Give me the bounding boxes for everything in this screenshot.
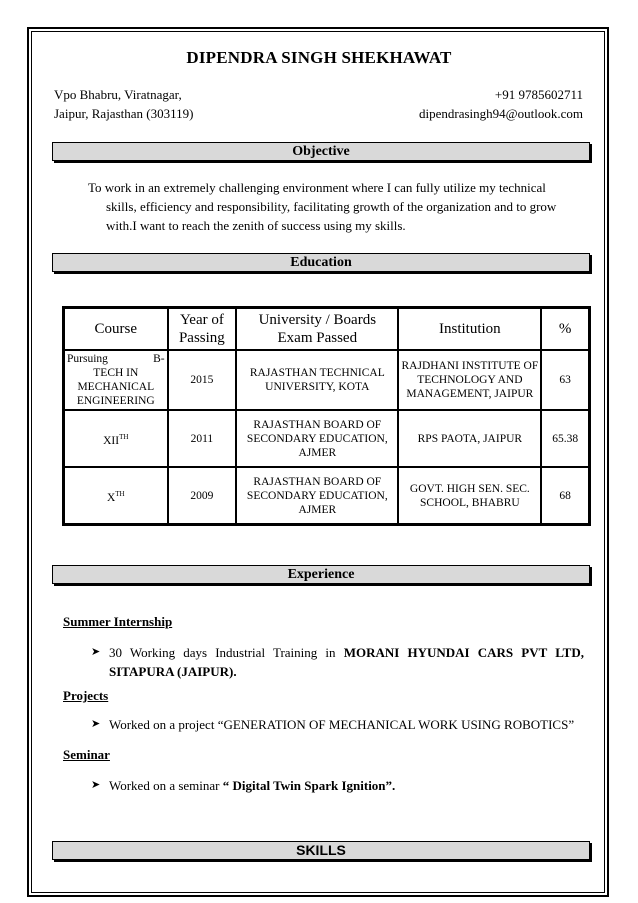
column-header-course: Course: [64, 308, 168, 350]
table-header-row: [64, 308, 589, 350]
column-header-board: University / Boards Exam Passed: [236, 308, 398, 350]
phone-number: +91 9785602711: [494, 87, 583, 102]
internship-company: MORANI HYUNDAI CARS PVT LTD, SITAPURA (JAIPUR).: [109, 645, 584, 679]
address-line-1: Vpo Bhabru, Viratnagar,: [54, 87, 182, 102]
course-cell: [64, 350, 168, 410]
percent-cell: 65.38: [541, 410, 589, 467]
board-cell: RAJASTHAN TECHNICAL UNIVERSITY, KOTA: [236, 350, 398, 410]
education-table: [62, 306, 591, 526]
seminar-topic: “ Digital Twin Spark Ignition”.: [222, 778, 396, 793]
objective-text: To work in an extremely challenging environment where I can fully utilize my technical skills, efficiency and responsibility, facilitating growth of the organization and to grow with.I want to reach the zenith of success using my skills.: [88, 180, 557, 233]
table-row: [64, 410, 589, 467]
list-item: [91, 715, 584, 734]
percent-cell: 63: [541, 350, 589, 410]
course-text-part: Pursuing: [67, 353, 108, 365]
institution-cell: RAJDHANI INSTITUTE OF TECHNOLOGY AND MANAGEMENT, JAIPUR: [398, 350, 541, 410]
resume-name: DIPENDRA SINGH SHEKHAWAT: [186, 48, 452, 67]
table-row: [64, 467, 589, 524]
arrow-bullet-icon: ➤: [91, 718, 101, 730]
objective-heading: Objective: [52, 142, 590, 161]
contact-block: [419, 85, 583, 123]
education-heading: Education: [52, 253, 590, 272]
course-text-part: B-: [153, 353, 165, 365]
course-cell: XIITH: [64, 410, 168, 467]
internship-heading: Summer Internship: [63, 614, 173, 629]
seminar-heading: Seminar: [63, 747, 110, 762]
experience-heading: Experience: [52, 565, 590, 584]
year-cell: 2011: [168, 410, 237, 467]
column-header-institution: Institution: [398, 308, 541, 350]
institution-cell: GOVT. HIGH SEN. SEC. SCHOOL, BHABRU: [398, 467, 541, 524]
address-block: [54, 85, 193, 123]
column-header-year: Year of Passing: [168, 308, 237, 350]
institution-cell: RPS PAOTA, JAIPUR: [398, 410, 541, 467]
year-cell: 2015: [168, 350, 237, 410]
arrow-bullet-icon: ➤: [91, 646, 101, 658]
course-text-part: TECH IN MECHANICAL ENGINEERING: [76, 367, 155, 407]
board-cell: RAJASTHAN BOARD OF SECONDARY EDUCATION, AJMER: [236, 410, 398, 467]
percent-cell: 68: [541, 467, 589, 524]
arrow-bullet-icon: ➤: [91, 779, 101, 791]
skills-heading: SKILLS: [52, 841, 590, 860]
address-line-2: Jaipur, Rajasthan (303119): [54, 106, 194, 121]
column-header-percent: %: [541, 308, 589, 350]
course-cell: XTH: [64, 467, 168, 524]
projects-heading: Projects: [63, 688, 109, 703]
internship-text: 30 Working days Industrial Training in: [109, 645, 336, 660]
board-cell: RAJASTHAN BOARD OF SECONDARY EDUCATION, AJMER: [236, 467, 398, 524]
year-cell: 2009: [168, 467, 237, 524]
project-text: Worked on a project “GENERATION OF MECHANICAL WORK USING ROBOTICS”: [109, 717, 575, 732]
table-row: [64, 350, 589, 410]
list-item: [91, 643, 584, 681]
email-address: dipendrasingh94@outlook.com: [419, 106, 583, 121]
seminar-text: Worked on a seminar: [109, 778, 220, 793]
list-item: [91, 776, 584, 795]
